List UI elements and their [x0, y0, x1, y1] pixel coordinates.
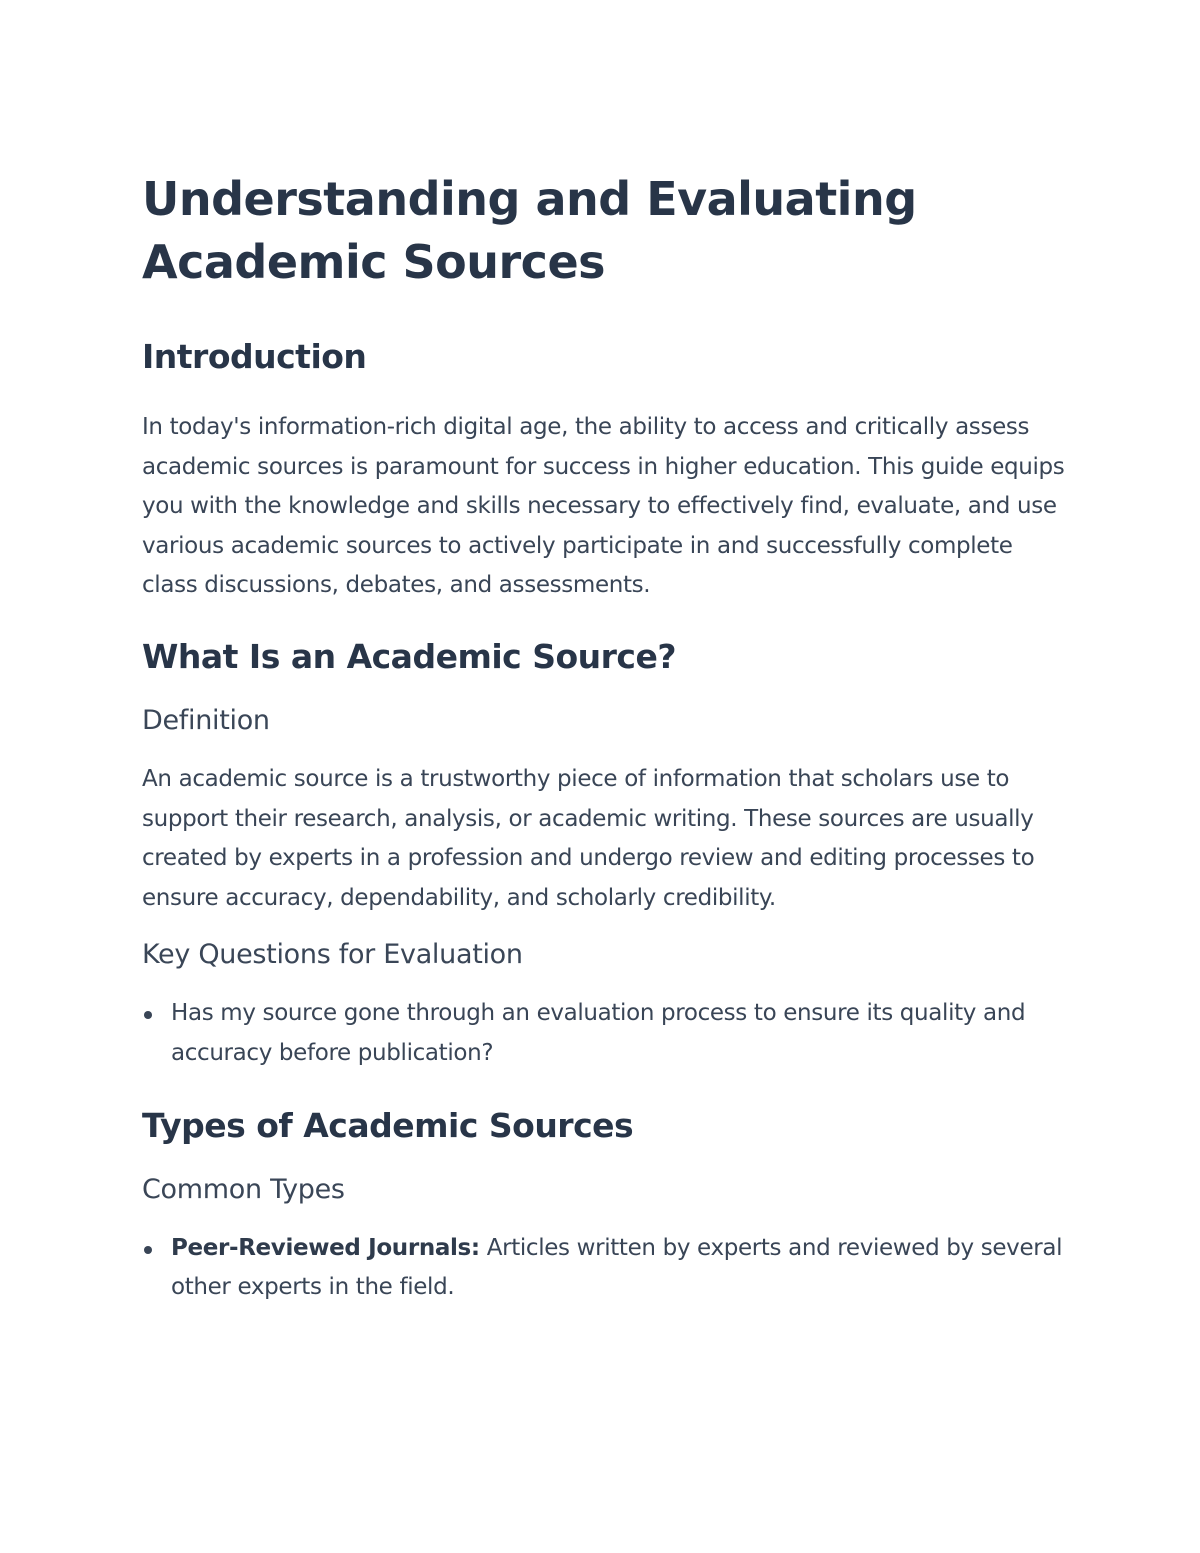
key-questions-list	[142, 994, 1072, 1073]
list-item-text: Has my source gone through an evaluation process to ensure its quality and accuracy before publication?	[171, 1000, 1026, 1066]
introduction-paragraph: In today's information-rich digital age, the ability to access and critically assess academic sources is paramount for success in higher education. This guide equips you with the knowledge and skills necessary to effectively find, evaluate, and use various academic sources to actively participate in and successfully complete class discussions, debates, and assessments.	[142, 414, 1065, 599]
document-page	[142, 168, 1072, 1308]
list-item	[142, 1229, 1072, 1308]
subheading-common-types: Common Types	[142, 1173, 345, 1205]
document-title: Understanding and Evaluating Academic Sources	[142, 172, 917, 289]
common-types-list	[142, 1229, 1072, 1308]
section-heading-introduction: Introduction	[142, 337, 367, 376]
list-item-description: Articles written by experts and reviewed by several other experts in the field.	[171, 1234, 1063, 1301]
subheading-key-questions: Key Questions for Evaluation	[142, 939, 523, 971]
list-item-term: Peer-Reviewed Journals:	[171, 1234, 480, 1261]
section-heading-types: Types of Academic Sources	[142, 1105, 634, 1145]
bullet-icon	[144, 1011, 152, 1019]
definition-paragraph: An academic source is a trustworthy piece of information that scholars use to support their research, analysis, or academic writing. These sources are usually created by experts in a profession and undergo review and editing processes to ensure accuracy, dependability, and scholarly credibility.	[142, 765, 1035, 911]
section-heading-what-is: What Is an Academic Source?	[142, 636, 676, 676]
list-item	[142, 994, 1072, 1073]
bullet-icon	[144, 1246, 152, 1254]
subheading-definition: Definition	[142, 704, 270, 736]
